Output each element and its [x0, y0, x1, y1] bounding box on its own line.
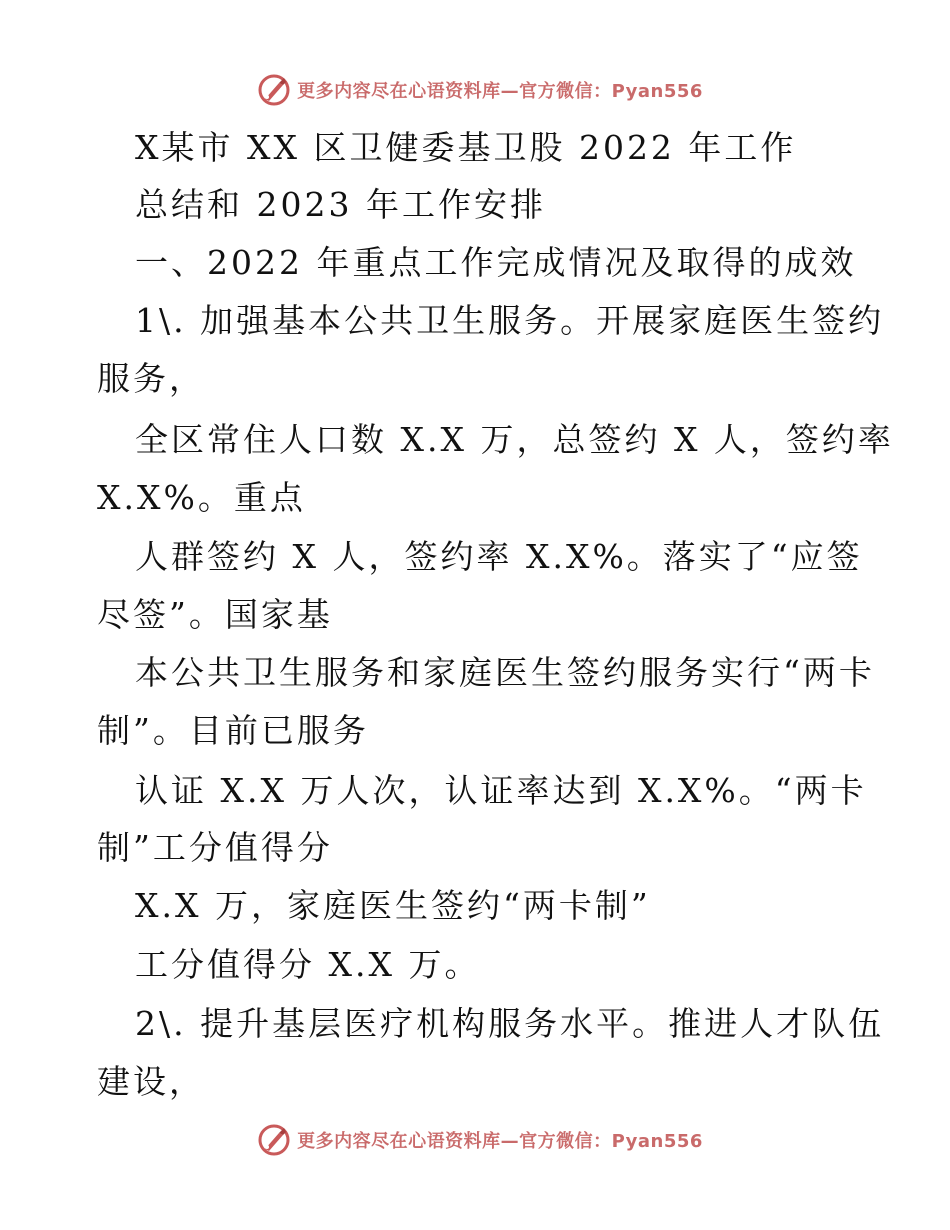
paragraph-line: 认证 X.X 万人次，认证率达到 X.X%。“两卡 [135, 771, 867, 810]
paragraph-line: 建设， [97, 1062, 205, 1101]
watermark-text: 更多内容尽在心语资料库—官方微信：Pyan556 [297, 1131, 703, 1152]
paragraph-line: X.X%。重点 [97, 478, 306, 517]
paragraph-line: 制”工分值得分 [97, 828, 333, 867]
paragraph-line: 全区常住人口数 X.X 万，总签约 X 人，签约率 [135, 420, 894, 459]
paragraph-line: 1\. 加强基本公共卫生服务。开展家庭医生签约 [135, 301, 885, 340]
paragraph-line: 本公共卫生服务和家庭医生签约服务实行“两卡 [135, 653, 875, 692]
pen-logo-icon [257, 1123, 291, 1157]
paragraph-line: 服务， [97, 359, 205, 398]
document-title-line-2: 总结和 2023 年工作安排 [135, 185, 546, 224]
paragraph-line: 尽签”。国家基 [97, 595, 333, 634]
paragraph-line: 制”。目前已服务 [97, 711, 369, 750]
paragraph-line: X.X 万，家庭医生签约“两卡制” [135, 886, 651, 925]
section-heading: 一、2022 年重点工作完成情况及取得的成效 [135, 243, 857, 282]
document-title-line-1: X某市 XX 区卫健委基卫股 2022 年工作 [135, 128, 797, 167]
watermark-text: 更多内容尽在心语资料库—官方微信：Pyan556 [297, 81, 703, 102]
footer-watermark [0, 1120, 950, 1160]
paragraph-line: 人群签约 X 人，签约率 X.X%。落实了“应签 [135, 537, 863, 576]
pen-logo-icon [257, 73, 291, 107]
paragraph-line: 2\. 提升基层医疗机构服务水平。推进人才队伍 [135, 1004, 885, 1043]
header-watermark [0, 70, 950, 110]
paragraph-line: 工分值得分 X.X 万。 [135, 945, 481, 984]
